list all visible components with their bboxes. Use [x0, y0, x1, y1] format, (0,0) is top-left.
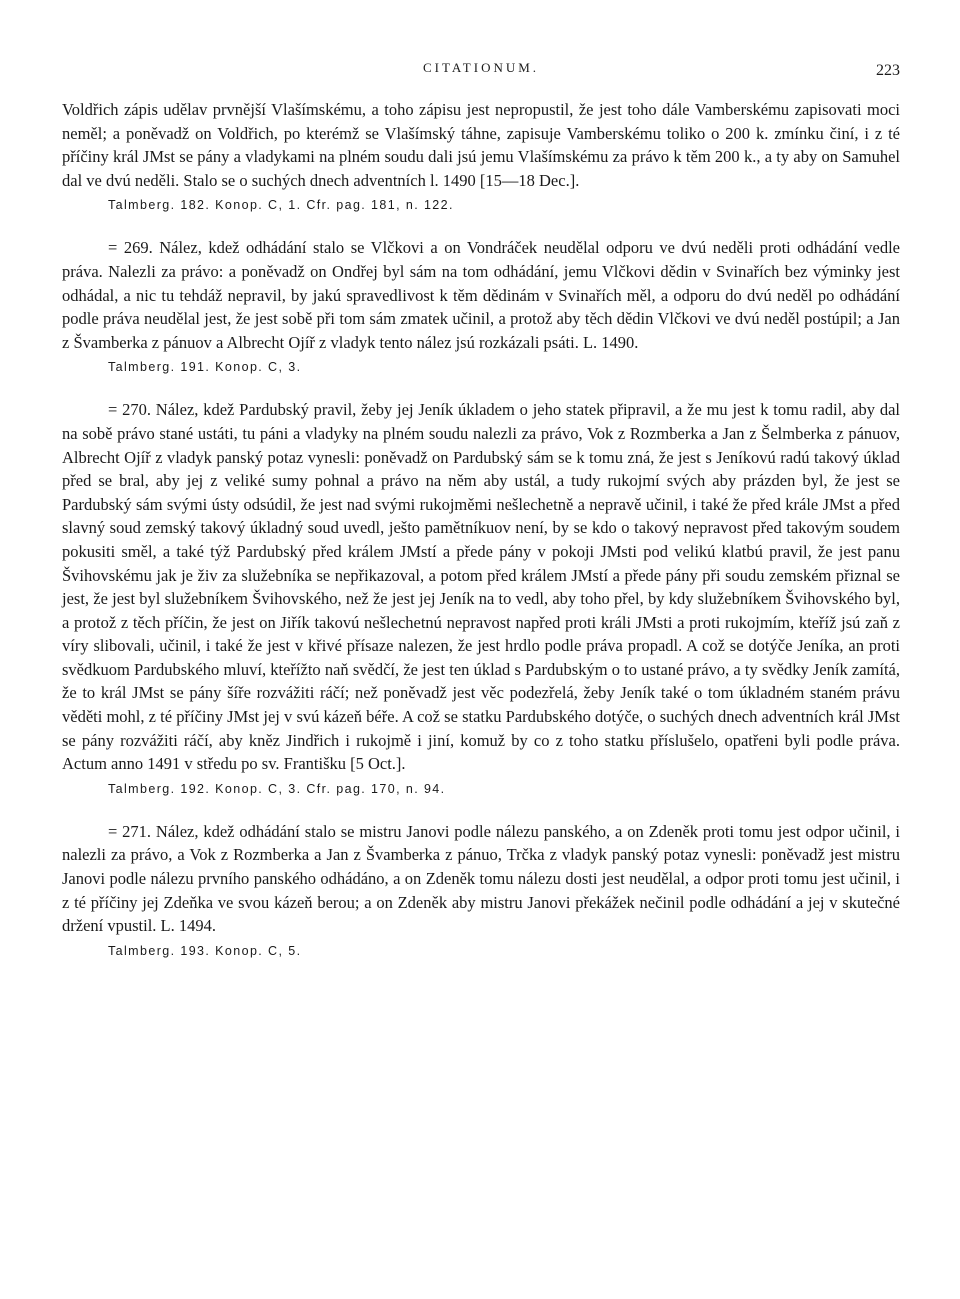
source-citation: Talmberg. 193. Konop. C, 5. [108, 943, 302, 958]
page-number: 223 [876, 62, 900, 79]
page-body [62, 98, 900, 958]
source-citation: Talmberg. 191. Konop. C, 3. [108, 360, 302, 375]
continuation-paragraph-block [62, 98, 900, 212]
running-title: CITATIONUM. [422, 60, 540, 75]
entry-text: = 271. Nález, kdež odhádání stalo se mistru Janovi podle nálezu panského, a on Zdeněk proti tomu jest odpor učinil, i nalezli za právo, a Vok z Rozmberka a Jan z Švamberka z pánuo, Trčka z vladyk panský potaz vynesli: poněvadž jest mistru Janovi podle nálezu prvního panského odhádáno, a on Zdeněk tomu nálezu dosti jest neudělal, a odpor proti tomu jest učinil, i z té příčiny jej Zdeňka ve svou kázeň berou; a on Zdeněk aby mistru Janovi překážek nečinil podle odhádání a jej v skutečné držení vpustil. L. 1494. [62, 821, 900, 936]
entry-271 [62, 820, 900, 958]
source-citation: Talmberg. 182. Konop. C, 1. Cfr. pag. 181, n. 122. [108, 198, 454, 213]
source-citation: Talmberg. 192. Konop. C, 3. Cfr. pag. 170, n. 94. [108, 781, 446, 796]
entry-text: = 270. Nález, kdež Pardubský pravil, žeby jej Jeník úkladem o jeho statek připravil, a že mu jest k tomu radil, aby dal na sobě právo stané ustáti, tu páni a vladyky na plném soudu nalezli za právo, Vok z Rozmberka a Jan z Šelmberka z pánuov, Albrecht Ojíř z vladyk panský potaz vynesli: poněvadž on Pardubský sám se k tomu zná, že jest s Jeníkovú radú takový úklad před se bral, aby jej z veliké sumy pohnal a právo na něm aby ustál, a tudy rukojmí svých aby prázden byl, že jest se Pardubský sám svými ústy odsúdil, že jest nad svými rukojměmi nešlechetně a nepravě učinil, i také že před krále JMst a před slavný soud zemský takový úkladný soud uvedl, ješto pamětníkuov není, by se kdo o takový nepravost před takovým soudem pokusiti směl, a také týž Pardubský před králem JMstí a přede pány v pokoji JMsti pod velikú klatbú pravil, že jest panu Švihovskému jak je živ za služebníka se nepřikazoval, a potom před králem JMstí a přede pány při soudu zemském přiznal se jest, že jest byl služebníkem Švihovského, než že jest jej Jeník na to vedl, aby toho přel, by kdy služebníkem Švihovského byl, a protož z těch příčin, že jest on Jiřík takovú nešlechetnú nepravost napřed proti králi JMsti a proti rukojmím, kteříž jsú zaň z víry slibovali, učinil, i také že jest v křivé přísaze nalezen, že jest hrdlo podle práva propadl. A což se dotýče Jeníka, an proti svědkuom Pardubského mluví, kteřížto naň svědčí, že jest ten úklad s Pardubským o to ustané právo, a ty svědky Jeník zamítá, že to král JMst se pány šíře rozvážiti ráčí; než poněvadž jest věc podezřelá, žeby Jeník také o tom úkladném staném právu věděti mohl, z té příčiny JMst jej v svú kázeň béře. A což se statku Pardubského dotýče, o suchých dnech adventních král JMst se pány rozvážiti ráčí, aby kněz Jindřich i rukojmě i jiní, komuž by co z toho statku příslušelo, opatřeni byli podle práva. Actum anno 1491 v středu po sv. Františku [5 Oct.]. [62, 400, 900, 774]
entry-text: = 269. Nález, kdež odhádání stalo se Vlčkovi a on Vondráček neudělal odporu ve dvú neděli proti odhádání vedle práva. Nalezli za právo: a poněvadž on Ondřej byl sám na tom odhádání, jemu Vlčkovi dědin v Svinařích bez výminky jest odhádal, a nic tu tehdáž nepravil, by jakú spravedlivost k těm dědinám v Svinařích měl, a odporu do dvú neděl po odhádání podle práva neudělal jest, že jest sobě při tom sám zmatek učinil, a protož aby těch dědin Vlčkovi ve dvú neděl postúpil; a Jan z Švamberka z pánuov a Albrecht Ojíř z vladyk tento nález jsú rozkázali psáti. L. 1490. [62, 238, 900, 352]
page-header [62, 58, 900, 82]
continuation-paragraph: Voldřich zápis udělav prvnější Vlašímskému, a toho zápisu jest nepropustil, že jest toho dále Vamberskému zapisovati moci neměl; a poněvadž on Voldřich, po kterémž se Vlašímský táhne, zapisuje Vamberskému toliko o 200 k. zmínku činí, i z té příčiny král JMst se pány a vladykami na plném soudu dali jsú jemu Vlašímskému za právo k těm 200 k., a ty aby on Samuhel dal ve dvú neděli. Stalo se o suchých dnech adventních l. 1490 [15—18 Dec.]. [62, 100, 900, 190]
entry-270 [62, 398, 900, 796]
entry-269 [62, 236, 900, 374]
